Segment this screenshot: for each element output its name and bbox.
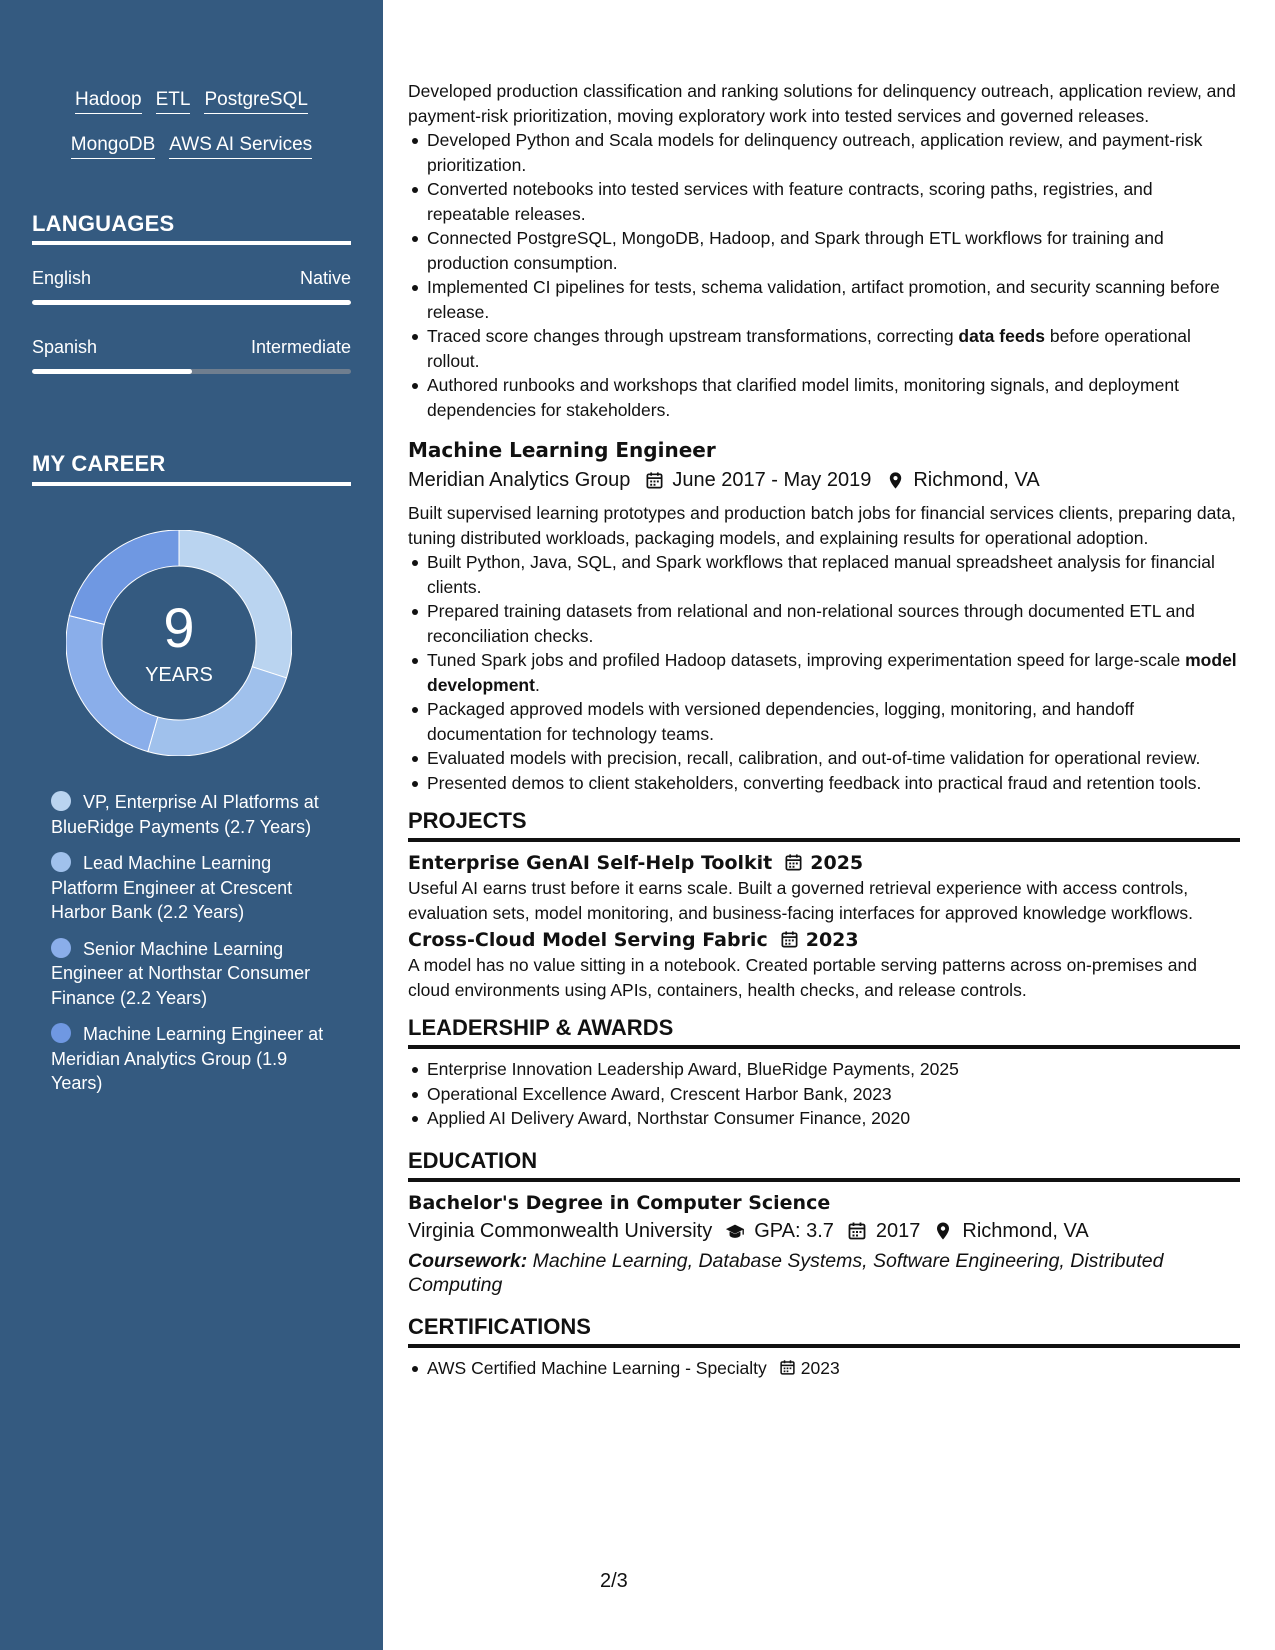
job-bullet: Prepared training datasets from relational and non-relational sources through documented ETL and reconciliation checks. <box>408 599 1240 648</box>
bullet-text: . <box>534 674 540 695</box>
project-description: Useful AI earns trust before it earns scale. Built a governed retrieval experience with access controls, evaluation sets, model monitoring, and business-facing interfaces for approved knowledge workflows. <box>408 878 1194 923</box>
bullet-text: before operational rollout. <box>427 326 1191 371</box>
language-name: Spanish <box>32 337 98 357</box>
skill-tag: AWS AI Services <box>169 133 312 159</box>
career-heading: MY CAREER <box>32 451 166 476</box>
job-company: Meridian Analytics Group <box>408 469 631 491</box>
career-item-text: Senior Machine Learning Engineer at Northstar Consumer Finance (2.2 Years) <box>51 938 311 1008</box>
job-bullet: Implemented CI pipelines for tests, schema validation, artifact promotion, and security scanning before release. <box>408 275 1240 324</box>
gpa: GPA: 3.7 <box>754 1219 834 1242</box>
certification-year: 2023 <box>800 1357 840 1378</box>
certifications-list <box>408 1356 1240 1381</box>
job-bullet: Converted notebooks into tested services with feature contracts, scoring paths, registries, and repeatable releases. <box>408 177 1240 226</box>
career-item-text: Machine Learning Engineer at Meridian Analytics Group (1.9 Years) <box>51 1024 324 1093</box>
skill-tag: ETL <box>156 88 191 114</box>
career-item-text: VP, Enterprise AI Platforms at BlueRidge Payments (2.7 Years) <box>51 792 319 837</box>
education-meta <box>408 1216 1240 1246</box>
coursework-list: Machine Learning, Database Systems, Software Engineering, Distributed Computing <box>408 1249 1164 1296</box>
career-legend-dot <box>51 938 71 958</box>
languages-rule <box>32 241 351 245</box>
language-bar-spanish <box>32 369 351 374</box>
career-years-label: YEARS <box>145 664 213 686</box>
project-year: 2023 <box>805 929 859 951</box>
calendar-icon <box>779 1359 797 1377</box>
language-level: Native <box>299 268 351 288</box>
project-title: Cross-Cloud Model Serving Fabric <box>408 929 768 951</box>
career-years-number: 9 <box>163 596 195 659</box>
job-bullet: Developed Python and Scala models for delinquency outreach, application review, and payment-risk prioritization. <box>408 128 1240 177</box>
career-legend-dot <box>51 791 71 811</box>
award-item: Enterprise Innovation Leadership Award, BlueRidge Payments, 2025 <box>408 1057 1240 1082</box>
languages-heading: LANGUAGES <box>32 211 175 236</box>
degree-title: Bachelor's Degree in Computer Science <box>408 1191 831 1214</box>
career-item <box>51 790 331 839</box>
calendar-icon <box>846 1221 868 1241</box>
projects-heading: PROJECTS <box>408 807 1240 842</box>
job-bullets <box>408 550 1240 795</box>
job-bullet <box>408 648 1240 697</box>
awards-heading: LEADERSHIP & AWARDS <box>408 1014 1240 1049</box>
job-bullet <box>408 324 1240 373</box>
location-pin-icon <box>932 1221 954 1241</box>
job-summary: Developed production classification and ranking solutions for delinquency outreach, application review, and payment-risk prioritization, moving exploratory work into tested services and governed releases. <box>408 81 1236 126</box>
skill-tag: MongoDB <box>71 133 156 159</box>
bullet-bold: data feeds <box>958 326 1045 346</box>
job-bullet: Evaluated models with precision, recall, calibration, and out-of-time validation for operational review. <box>408 746 1240 771</box>
certification-item <box>408 1356 1240 1381</box>
job-bullet: Presented demos to client stakeholders, converting feedback into practical fraud and retention tools. <box>408 771 1240 796</box>
job-summary: Built supervised learning prototypes and production batch jobs for financial services clients, preparing data, tuning distributed workloads, packaging models, and explaining results for operational adoption. <box>408 503 1236 548</box>
bullet-text: Traced score changes through upstream transformations, correcting <box>427 326 959 346</box>
certification-name: AWS Certified Machine Learning - Specialty <box>427 1357 767 1378</box>
graduation-cap-icon <box>724 1221 746 1241</box>
job-bullet: Packaged approved models with versioned dependencies, logging, monitoring, and handoff documentation for technology teams. <box>408 697 1240 746</box>
job-dates: June 2017 - May 2019 <box>672 469 872 491</box>
certifications-heading: CERTIFICATIONS <box>408 1313 1240 1348</box>
school-location: Richmond, VA <box>962 1219 1089 1242</box>
language-bar-fill <box>32 300 351 305</box>
awards-list <box>408 1057 1240 1131</box>
project-title: Enterprise GenAI Self-Help Toolkit <box>408 852 773 874</box>
skills-row <box>0 88 383 114</box>
skills-row <box>0 133 383 159</box>
project-description: A model has no value sitting in a notebook. Created portable serving patterns across on-premises and cloud environments using APIs, containers, health checks, and release controls. <box>408 955 1197 1000</box>
career-item-text: Lead Machine Learning Platform Engineer at Crescent Harbor Bank (2.2 Years) <box>51 853 293 922</box>
job-meta <box>408 465 1240 495</box>
coursework-label: Coursework: <box>408 1249 528 1272</box>
career-item <box>51 851 331 925</box>
skill-tag: Hadoop <box>75 88 142 114</box>
education-heading: EDUCATION <box>408 1147 1240 1182</box>
calendar-icon <box>644 470 664 490</box>
project-year: 2025 <box>810 852 864 874</box>
project-title-row <box>408 850 1240 876</box>
award-item: Applied AI Delivery Award, Northstar Consumer Finance, 2020 <box>408 1106 1240 1131</box>
project-title-row <box>408 927 1240 953</box>
job-bullet: Connected PostgreSQL, MongoDB, Hadoop, and Spark through ETL workflows for training and production consumption. <box>408 226 1240 275</box>
career-item <box>51 937 331 1011</box>
skill-tag: PostgreSQL <box>204 88 308 114</box>
job-title: Machine Learning Engineer <box>408 438 716 462</box>
calendar-icon <box>784 853 804 873</box>
coursework <box>408 1249 1240 1297</box>
language-level: Intermediate <box>250 337 351 357</box>
job-bullet: Built Python, Java, SQL, and Spark workflows that replaced manual spreadsheet analysis for financial clients. <box>408 550 1240 599</box>
award-item: Operational Excellence Award, Crescent Harbor Bank, 2023 <box>408 1082 1240 1107</box>
bullet-bold: model development <box>427 650 1237 695</box>
job-bullets <box>408 128 1240 422</box>
language-name: English <box>32 268 92 288</box>
sidebar <box>0 0 383 1650</box>
career-legend-dot <box>51 852 71 872</box>
graduation-year: 2017 <box>875 1219 921 1242</box>
job-location: Richmond, VA <box>913 469 1040 491</box>
location-pin-icon <box>885 470 905 490</box>
language-bar-english <box>32 300 351 305</box>
career-legend-dot <box>51 1023 71 1043</box>
career-item <box>51 1022 331 1096</box>
career-list <box>51 790 331 1108</box>
main-content <box>408 79 1240 1380</box>
language-bar-fill <box>32 369 192 374</box>
calendar-icon <box>780 930 800 950</box>
page-number: 2/3 <box>600 1570 628 1592</box>
job-bullet: Authored runbooks and workshops that clarified model limits, monitoring signals, and deployment dependencies for stakeholders. <box>408 373 1240 422</box>
school-name: Virginia Commonwealth University <box>408 1219 713 1242</box>
bullet-text: Tuned Spark jobs and profiled Hadoop datasets, improving experimentation speed for large-scale <box>427 650 1186 670</box>
career-rule <box>32 482 351 486</box>
